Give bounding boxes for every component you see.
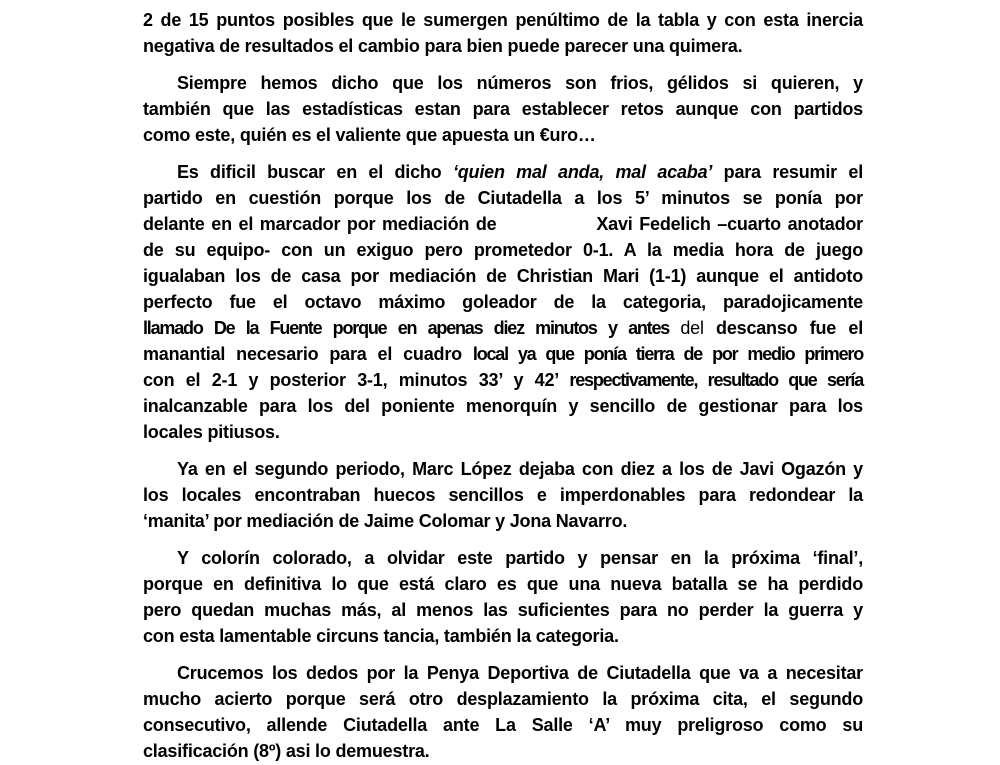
text-segment: del bbox=[680, 318, 704, 338]
text-line bbox=[143, 571, 863, 597]
text-segment: de su equipo- con un exiguo pero prometedor 0-1. A la media hora de juego bbox=[143, 240, 863, 260]
text-line bbox=[143, 482, 863, 508]
text-segment: igualaban los de casa por mediación de Christian Mari (1-1) aunque el antidoto bbox=[143, 266, 863, 286]
text-segment: Ya en el segundo periodo, Marc López dejaba con diez a los de Javi Ogazón y bbox=[177, 459, 863, 479]
text-line bbox=[143, 712, 863, 738]
text-segment: clasificación (8º) asi lo demuestra. bbox=[143, 741, 430, 761]
text-segment: con esta lamentable circuns tancia, también la categoria. bbox=[143, 626, 619, 646]
text-line bbox=[143, 738, 863, 764]
text-segment: mucho acierto porque será otro desplazamiento la próxima cita, el segundo bbox=[143, 689, 863, 709]
text-segment: respectivamente, resultado que sería bbox=[569, 370, 863, 390]
text-segment: delante en el marcador por mediación de Xavi Fedelich –cuarto anotador bbox=[143, 214, 863, 234]
text-segment: locales pitiusos. bbox=[143, 422, 280, 442]
text-line bbox=[143, 237, 863, 263]
text-segment: manantial necesario para el cuadro bbox=[143, 344, 473, 364]
text-line bbox=[143, 315, 863, 341]
text-segment: 2 de 15 puntos posibles que le sumergen penúltimo de la tabla y con esta inercia bbox=[143, 10, 863, 30]
text-line bbox=[143, 419, 863, 445]
text-line bbox=[143, 122, 863, 148]
text-line bbox=[143, 159, 863, 185]
text-line bbox=[143, 623, 863, 649]
text-line bbox=[143, 211, 863, 237]
document-page bbox=[143, 7, 863, 764]
text-line bbox=[143, 185, 863, 211]
text-line bbox=[143, 7, 863, 33]
text-line bbox=[143, 686, 863, 712]
text-line bbox=[143, 393, 863, 419]
text-line bbox=[143, 96, 863, 122]
text-segment: local ya que ponía tierra de por medio primero bbox=[472, 344, 863, 364]
text-segment: como este, quién es el valiente que apuesta un €uro… bbox=[143, 125, 596, 145]
text-line bbox=[143, 545, 863, 571]
text-segment: para resumir el bbox=[712, 162, 864, 182]
text-line bbox=[143, 456, 863, 482]
text-line bbox=[143, 341, 863, 367]
text-line bbox=[143, 367, 863, 393]
text-segment: los locales encontraban huecos sencillos e imperdonables para redondear la bbox=[143, 485, 863, 505]
text-segment: negativa de resultados el cambio para bien puede parecer una quimera. bbox=[143, 36, 743, 56]
text-segment: Crucemos los dedos por la Penya Deportiva de Ciutadella que va a necesitar bbox=[177, 663, 863, 683]
text-segment: porque en definitiva lo que está claro es que una nueva batalla se ha perdido bbox=[143, 574, 863, 594]
text-segment: ‘quien mal anda, mal acaba’ bbox=[452, 162, 713, 182]
text-segment: pero quedan muchas más, al menos las suficientes para no perder la guerra y bbox=[143, 600, 863, 620]
paragraph-3 bbox=[143, 159, 863, 445]
text-segment: inalcanzable para los del poniente menorquín y sencillo de gestionar para los bbox=[143, 396, 863, 416]
text-segment: con el 2-1 y posterior 3-1, minutos 33’ y 42’ bbox=[143, 370, 570, 390]
text-line bbox=[143, 289, 863, 315]
paragraph-5 bbox=[143, 545, 863, 649]
text-segment: también que las estadísticas estan para establecer retos aunque con partidos bbox=[143, 99, 863, 119]
paragraph-1 bbox=[143, 7, 863, 59]
text-line bbox=[143, 660, 863, 686]
text-segment: partido en cuestión porque los de Ciutadella a los 5’ minutos se ponía por bbox=[143, 188, 863, 208]
text-line bbox=[143, 597, 863, 623]
text-line bbox=[143, 70, 863, 96]
paragraph-2 bbox=[143, 70, 863, 148]
paragraph-6 bbox=[143, 660, 863, 764]
text-segment: descanso fue el bbox=[703, 318, 863, 338]
text-segment: Siempre hemos dicho que los números son frios, gélidos si quieren, y bbox=[177, 73, 863, 93]
text-segment: perfecto fue el octavo máximo goleador de la categoria, paradojicamente bbox=[143, 292, 863, 312]
text-segment: Es dificil buscar en el dicho bbox=[177, 162, 453, 182]
text-line bbox=[143, 263, 863, 289]
text-segment: Y colorín colorado, a olvidar este partido y pensar en la próxima ‘final’, bbox=[177, 548, 863, 568]
text-segment: llamado De la Fuente porque en apenas diez minutos y antes bbox=[143, 318, 681, 338]
text-line bbox=[143, 33, 863, 59]
paragraph-4 bbox=[143, 456, 863, 534]
text-line bbox=[143, 508, 863, 534]
text-segment: ‘manita’ por mediación de Jaime Colomar y Jona Navarro. bbox=[143, 511, 628, 531]
text-segment: consecutivo, allende Ciutadella ante La Salle ‘A’ muy preligroso como su bbox=[143, 715, 863, 735]
